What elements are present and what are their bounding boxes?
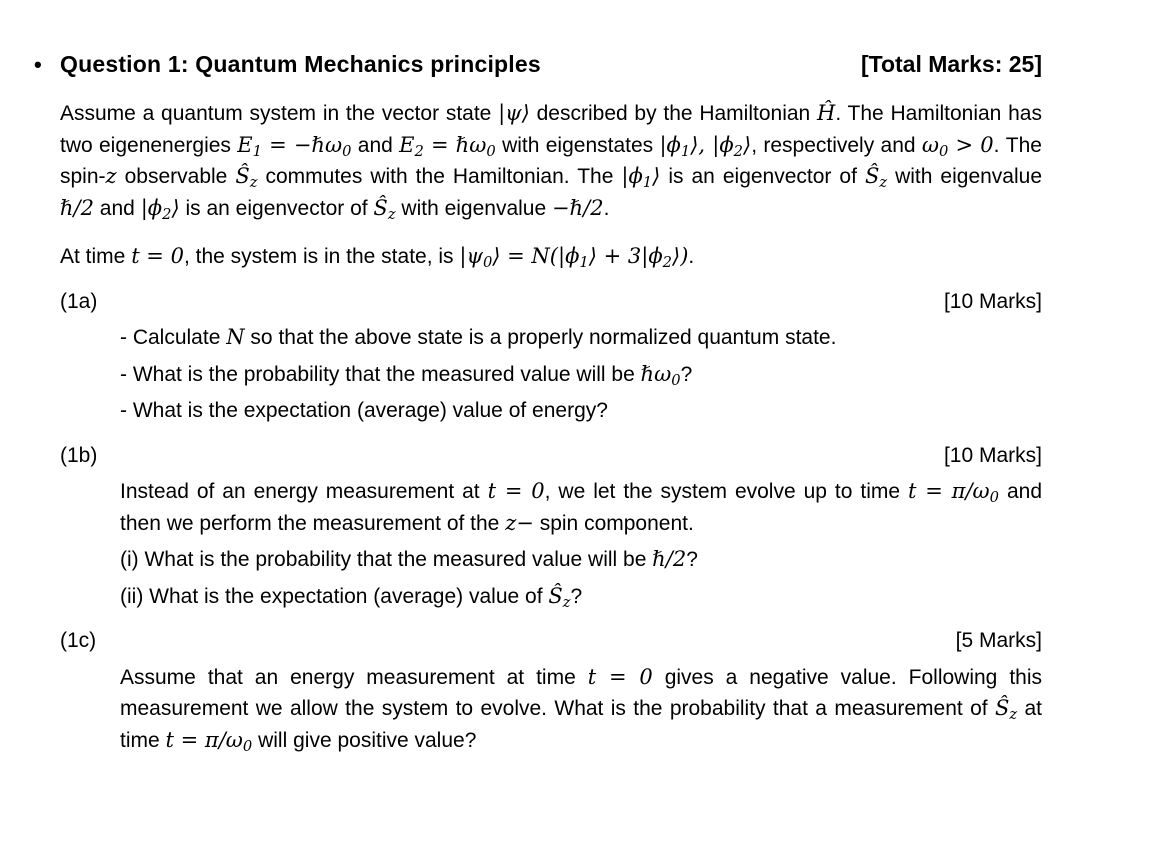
text-run: Instead of an energy measurement at bbox=[120, 480, 488, 503]
math-run: 0 bbox=[242, 737, 253, 755]
math-run: −ℏ/2 bbox=[552, 195, 604, 220]
math-run: ⟩ = N(|ϕ bbox=[492, 244, 580, 268]
math-run: ⟩, |ϕ bbox=[690, 132, 734, 157]
math-run: E bbox=[237, 132, 253, 157]
text-run: is an eigenvector of bbox=[660, 165, 865, 188]
part-1c bbox=[60, 625, 1042, 756]
math-run: z bbox=[562, 593, 571, 611]
text-run: with eigenvalue bbox=[395, 196, 552, 220]
text-run: commutes with the Hamiltonian. The bbox=[257, 165, 622, 188]
part-marks: [5 Marks] bbox=[955, 629, 1042, 652]
text-run: - What is the expectation (average) value of energy? bbox=[120, 399, 608, 422]
math-run: t = 0 bbox=[587, 664, 653, 689]
question-item bbox=[120, 544, 1042, 576]
text-run: . bbox=[603, 196, 610, 220]
initial-state-paragraph bbox=[60, 241, 1042, 273]
math-run: ω bbox=[921, 132, 940, 157]
text-run: and then we perform the measurement of the bbox=[120, 480, 1043, 535]
text-run: - Calculate bbox=[120, 326, 227, 349]
part-1a bbox=[60, 286, 1042, 427]
math-run: Ŝ bbox=[994, 696, 1010, 720]
math-run: Ĥ bbox=[816, 101, 836, 125]
math-run: ⟩) bbox=[672, 244, 689, 268]
math-run: t = 0 bbox=[487, 479, 545, 503]
math-run: 0 bbox=[486, 142, 496, 160]
intro-paragraph bbox=[60, 98, 1042, 224]
part-1b-items bbox=[60, 544, 1042, 612]
math-run: > 0 bbox=[948, 132, 994, 157]
question-item bbox=[120, 581, 1042, 613]
math-run: 0 bbox=[671, 371, 681, 389]
text-run: (ii) What is the expectation (average) value of bbox=[120, 584, 549, 608]
math-run: N bbox=[226, 325, 245, 349]
question-item bbox=[120, 322, 1042, 354]
math-run: ℏ/2 bbox=[60, 195, 94, 220]
text-run: , we let the system evolve up to time bbox=[544, 480, 909, 503]
math-run: 2 bbox=[162, 205, 172, 223]
math-run: |ψ⟩ bbox=[498, 101, 530, 125]
text-run: (i) What is the probability that the measured value will be bbox=[120, 548, 653, 571]
text-run: ? bbox=[686, 548, 698, 571]
question-item bbox=[120, 359, 1042, 391]
math-run: 0 bbox=[482, 254, 493, 272]
math-run: z bbox=[249, 174, 258, 192]
math-run: 1 bbox=[680, 142, 691, 160]
math-run: z bbox=[879, 174, 888, 192]
text-run: ? bbox=[680, 362, 693, 386]
math-run: 2 bbox=[733, 142, 743, 160]
part-1a-items bbox=[60, 322, 1042, 427]
text-run: Assume that an energy measurement at time bbox=[120, 665, 588, 689]
part-1b-body bbox=[120, 476, 1042, 539]
math-run: Ŝ bbox=[548, 583, 563, 608]
math-run: ⟩ bbox=[743, 132, 752, 157]
text-run: At time bbox=[60, 245, 132, 268]
question-item bbox=[120, 395, 1042, 427]
text-run: with eigenvalue bbox=[887, 165, 1043, 188]
part-1c-body bbox=[120, 662, 1042, 757]
math-run: 2 bbox=[662, 254, 673, 272]
math-run: 0 bbox=[342, 142, 352, 160]
text-run: . The Hamiltonian has two eigenenergies bbox=[60, 102, 1042, 157]
math-run: 1 bbox=[252, 142, 262, 160]
part-1b-header bbox=[60, 440, 1042, 472]
math-run: Ŝ bbox=[864, 164, 880, 188]
text-run: . bbox=[688, 245, 695, 268]
part-1c-header bbox=[60, 625, 1042, 657]
math-run: = −ℏω bbox=[261, 132, 343, 157]
math-run: Ŝ bbox=[235, 164, 250, 188]
text-run: and bbox=[351, 133, 400, 157]
text-run: so that the above state is a properly normalized quantum state. bbox=[244, 326, 837, 349]
part-1b bbox=[60, 440, 1042, 613]
math-run: 1 bbox=[579, 254, 589, 272]
total-marks: [Total Marks: 25] bbox=[860, 51, 1042, 77]
math-run: ⟩ bbox=[171, 195, 180, 220]
math-run: z bbox=[1009, 706, 1018, 724]
math-run: |ϕ bbox=[621, 164, 643, 188]
math-run: ℏω bbox=[640, 361, 672, 386]
math-run: 2 bbox=[414, 142, 424, 160]
text-run: Assume a quantum system in the vector state bbox=[60, 102, 499, 125]
part-label: (1c) bbox=[60, 629, 97, 652]
math-run: E bbox=[399, 132, 415, 157]
part-marks: [10 Marks] bbox=[943, 443, 1042, 467]
text-run: and bbox=[93, 196, 141, 220]
text-run: , respectively and bbox=[751, 133, 922, 157]
math-run: Ŝ bbox=[373, 195, 388, 220]
text-run: described by the Hamiltonian bbox=[529, 102, 817, 125]
text-run: spin component. bbox=[533, 511, 694, 535]
math-run: |ϕ bbox=[659, 132, 681, 157]
math-run: 1 bbox=[642, 174, 653, 192]
math-run: |ϕ bbox=[140, 195, 163, 220]
text-run: , the system is in the state, is bbox=[183, 245, 460, 268]
math-run: z bbox=[105, 164, 117, 188]
text-run: will give positive value? bbox=[252, 728, 477, 752]
math-run: ⟩ bbox=[652, 164, 661, 188]
text-run: at time bbox=[120, 697, 1042, 752]
math-run: ℏ/2 bbox=[652, 547, 687, 571]
part-1a-header bbox=[60, 286, 1042, 318]
text-run: is an eigenvector of bbox=[179, 196, 374, 220]
math-run: t = 0 bbox=[131, 244, 184, 268]
question-header bbox=[34, 51, 1042, 78]
math-run: = ℏω bbox=[423, 132, 487, 157]
text-run: observable bbox=[116, 165, 236, 188]
math-run: ⟩ + 3|ϕ bbox=[588, 244, 663, 268]
math-run: 0 bbox=[939, 142, 949, 160]
text-run: - What is the probability that the measured value will be bbox=[120, 362, 641, 386]
part-marks: [10 Marks] bbox=[943, 289, 1042, 313]
math-run: |ψ bbox=[459, 244, 483, 268]
math-run: 0 bbox=[989, 489, 1000, 507]
math-run: t = π/ω bbox=[908, 479, 990, 503]
math-run: z− bbox=[505, 510, 534, 535]
bullet-icon: • bbox=[34, 52, 42, 77]
question-title: Question 1: Quantum Mechanics principles bbox=[60, 51, 541, 77]
math-run: z bbox=[387, 205, 396, 223]
part-label: (1b) bbox=[60, 443, 98, 467]
text-run: . The spin- bbox=[60, 133, 1042, 188]
text-run: gives a negative value. Following this measurement we allow the system to evolve. What is the probability that a measurement of bbox=[120, 665, 1043, 720]
math-run: t = π/ω bbox=[165, 727, 243, 752]
text-run: ? bbox=[570, 584, 583, 608]
part-label: (1a) bbox=[60, 289, 98, 313]
text-run: with eigenstates bbox=[495, 133, 660, 157]
